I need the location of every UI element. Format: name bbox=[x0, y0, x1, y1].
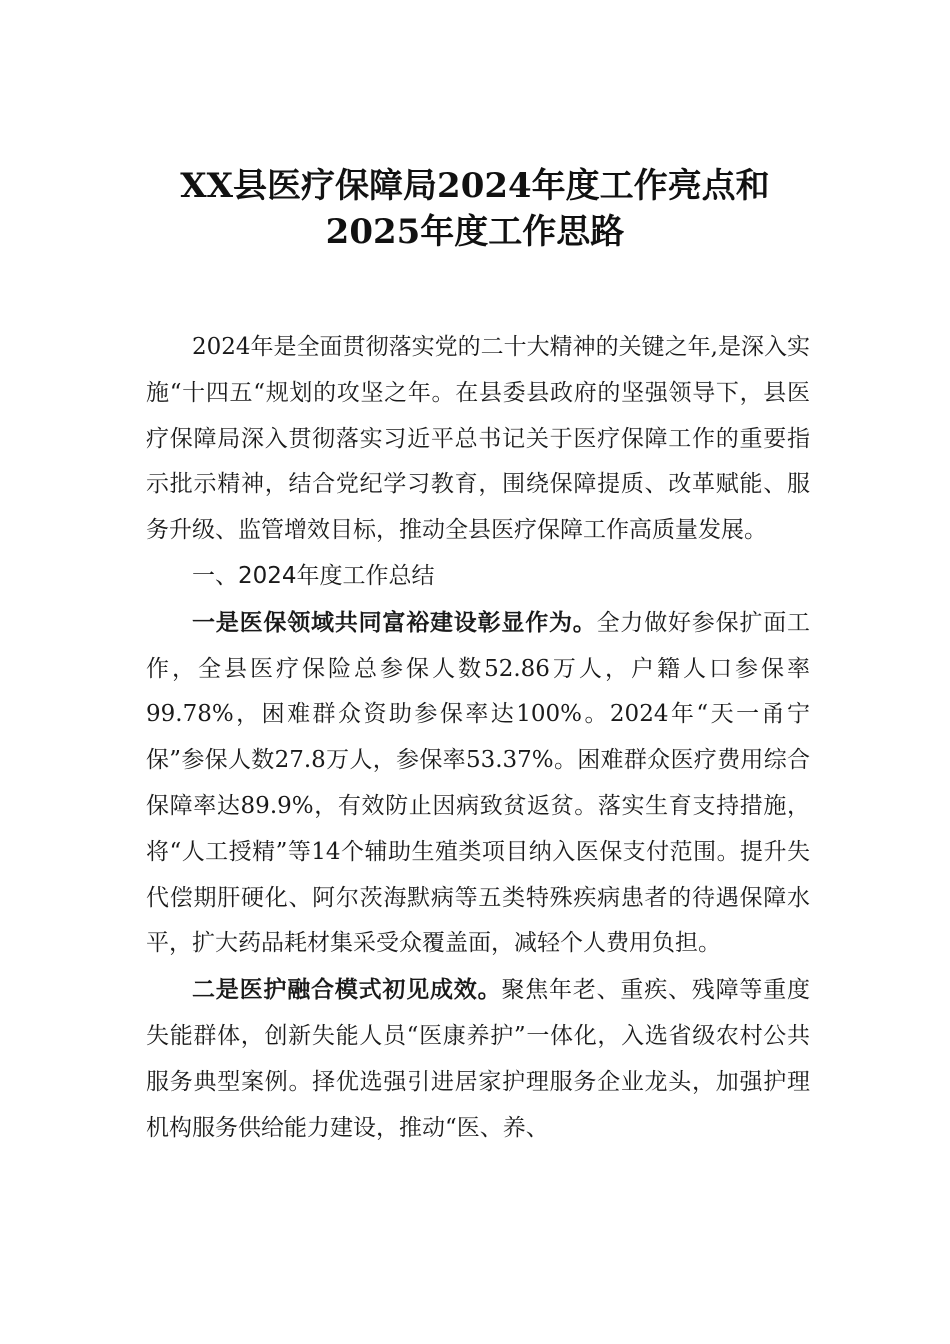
point2-paragraph bbox=[146, 967, 810, 1151]
point1-text: 全力做好参保扩面工作，全县医疗保险总参保人数52.86万人，户籍人口参保率99.78%，困难群众资助参保率达100%。2024年“天一甬宁保”参保人数27.8万人，参保率53.37%。困难群众医疗费用综合保障率达89.9%，有效防止因病致贫返贫。落实生育支持措施，将“人工授精”等14个辅助生殖类项目纳入医保支付范围。提升失代偿期肝硬化、阿尔茨海默病等五类特殊疾病患者的待遇保障水平，扩大药品耗材集采受众覆盖面，减轻个人费用负担。 bbox=[146, 609, 811, 957]
document-title-line1: XX县医疗保障局2024年度工作亮点和 bbox=[180, 166, 770, 206]
section-heading-summary: 一、2024年度工作总结 bbox=[192, 562, 435, 589]
point1-lead: 一是医保领域共同富裕建设彰显作为。 bbox=[192, 608, 597, 636]
intro-paragraph: 2024年是全面贯彻落实党的二十大精神的关键之年,是深入实施“十四五“规划的攻坚之年。在县委县政府的坚强领导下，县医疗保障局深入贯彻落实习近平总书记关于医疗保障工作的重要指示批示精神，结合党纪学习教育，围绕保障提质、改革赋能、服务升级、监管增效目标，推动全县医疗保障工作高质量发展。 bbox=[146, 334, 810, 544]
point1-paragraph bbox=[146, 600, 810, 967]
document-body bbox=[146, 325, 810, 1151]
point2-lead: 二是医护融合模式初见成效。 bbox=[192, 976, 502, 1004]
point2-text: 聚焦年老、重疾、残障等重度失能群体，创新失能人员“医康养护”一体化，入选省级农村公共服务典型案例。择优选强引进居家护理服务企业龙头，加强护理机构服务供给能力建设，推动“医、养、 bbox=[146, 977, 811, 1141]
document-title-line2: 2025年度工作思路 bbox=[325, 212, 625, 252]
